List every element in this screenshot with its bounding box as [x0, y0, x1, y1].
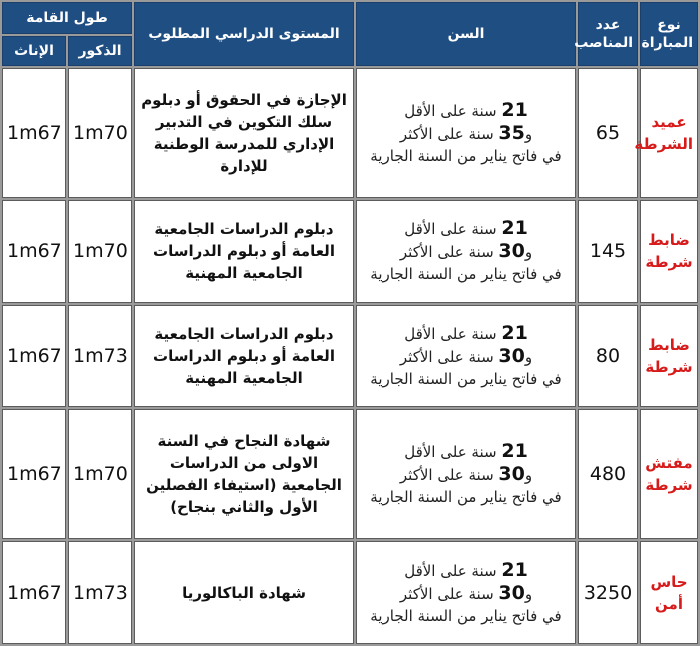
row-count-cell: 480 — [578, 409, 638, 539]
age-min-text: سنة على الأقل — [404, 561, 502, 580]
header-height: طول القامة — [2, 2, 132, 34]
age-max: 30 — [498, 240, 525, 263]
age-max: 30 — [498, 463, 525, 486]
row-male-height: 1m73 — [68, 541, 132, 644]
row-male-height: 1m70 — [68, 200, 132, 303]
header-row — [2, 2, 698, 34]
table-row — [2, 200, 698, 303]
row-type-cell: ضابط شرطة — [640, 305, 698, 408]
row-age-cell — [356, 68, 576, 198]
age-min: 21 — [501, 558, 528, 581]
age-note: في فاتح يناير من السنة الجارية — [370, 606, 562, 625]
header-age: السن — [356, 2, 576, 66]
row-level-cell: دبلوم الدراسات الجامعية العامة أو دبلوم الدراسات الجامعية المهنية — [134, 200, 354, 303]
row-male-height: 1m70 — [68, 409, 132, 539]
row-age-cell — [356, 200, 576, 303]
age-max-text: سنة على الأكثر — [399, 243, 499, 262]
age-max: 30 — [498, 581, 525, 604]
row-male-height: 1m73 — [68, 305, 132, 408]
row-level-cell: شهادة النجاح في السنة الاولى من الدراسات الجامعية (استيفاء الفصلين الأول والثاني بنجاح) — [134, 409, 354, 539]
row-age-cell — [356, 409, 576, 539]
row-female-height: 1m67 — [2, 409, 66, 539]
row-level-cell: دبلوم الدراسات الجامعية العامة أو دبلوم الدراسات الجامعية المهنية — [134, 305, 354, 408]
header-count: عدد المناصب — [578, 2, 638, 66]
row-age-cell — [356, 305, 576, 408]
row-type-cell: عميد الشرطة — [640, 68, 698, 198]
row-female-height: 1m67 — [2, 200, 66, 303]
age-max-prefix: و — [524, 466, 533, 485]
age-max-prefix: و — [524, 347, 533, 366]
table-row — [2, 305, 698, 408]
age-max: 30 — [498, 344, 525, 367]
age-max: 35 — [498, 122, 525, 145]
row-type-cell: حاس أمن — [640, 541, 698, 644]
row-female-height: 1m67 — [2, 541, 66, 644]
header-type: نوع المباراة — [640, 2, 698, 66]
age-note: في فاتح يناير من السنة الجارية — [370, 147, 562, 166]
row-type-cell: مفتش شرطة — [640, 409, 698, 539]
age-min: 21 — [501, 99, 528, 122]
age-max-prefix: و — [524, 243, 533, 262]
age-max-text: سنة على الأكثر — [399, 466, 499, 485]
age-min: 21 — [501, 321, 528, 344]
age-min: 21 — [501, 217, 528, 240]
row-count-cell: 80 — [578, 305, 638, 408]
header-level: المستوى الدراسي المطلوب — [134, 2, 354, 66]
header-male: الذكور — [68, 36, 132, 66]
age-max-text: سنة على الأكثر — [399, 347, 499, 366]
age-max-text: سنة على الأكثر — [399, 125, 499, 144]
row-count-cell: 145 — [578, 200, 638, 303]
row-male-height: 1m70 — [68, 68, 132, 198]
row-count-cell: 3250 — [578, 541, 638, 644]
age-max-prefix: و — [524, 125, 533, 144]
age-min-text: سنة على الأقل — [404, 443, 502, 462]
row-female-height: 1m67 — [2, 68, 66, 198]
row-type-cell: ضابط شرطة — [640, 200, 698, 303]
age-note: في فاتح يناير من السنة الجارية — [370, 488, 562, 507]
age-min: 21 — [501, 440, 528, 463]
table-row — [2, 68, 698, 198]
table-row — [2, 409, 698, 539]
row-age-cell — [356, 541, 576, 644]
age-min-text: سنة على الأقل — [404, 102, 502, 121]
table-row — [2, 541, 698, 644]
row-level-cell: الإجازة في الحقوق أو دبلوم سلك التكوين في التدبير الإداري للمدرسة الوطنية للإدارة — [134, 68, 354, 198]
age-max-prefix: و — [524, 584, 533, 603]
age-max-text: سنة على الأكثر — [399, 584, 499, 603]
age-min-text: سنة على الأقل — [404, 324, 502, 343]
row-count-cell: 65 — [578, 68, 638, 198]
age-note: في فاتح يناير من السنة الجارية — [370, 369, 562, 388]
row-level-cell: شهادة الباكالوريا — [134, 541, 354, 644]
age-min-text: سنة على الأقل — [404, 220, 502, 239]
row-female-height: 1m67 — [2, 305, 66, 408]
header-female: الإناث — [2, 36, 66, 66]
age-note: في فاتح يناير من السنة الجارية — [370, 265, 562, 284]
